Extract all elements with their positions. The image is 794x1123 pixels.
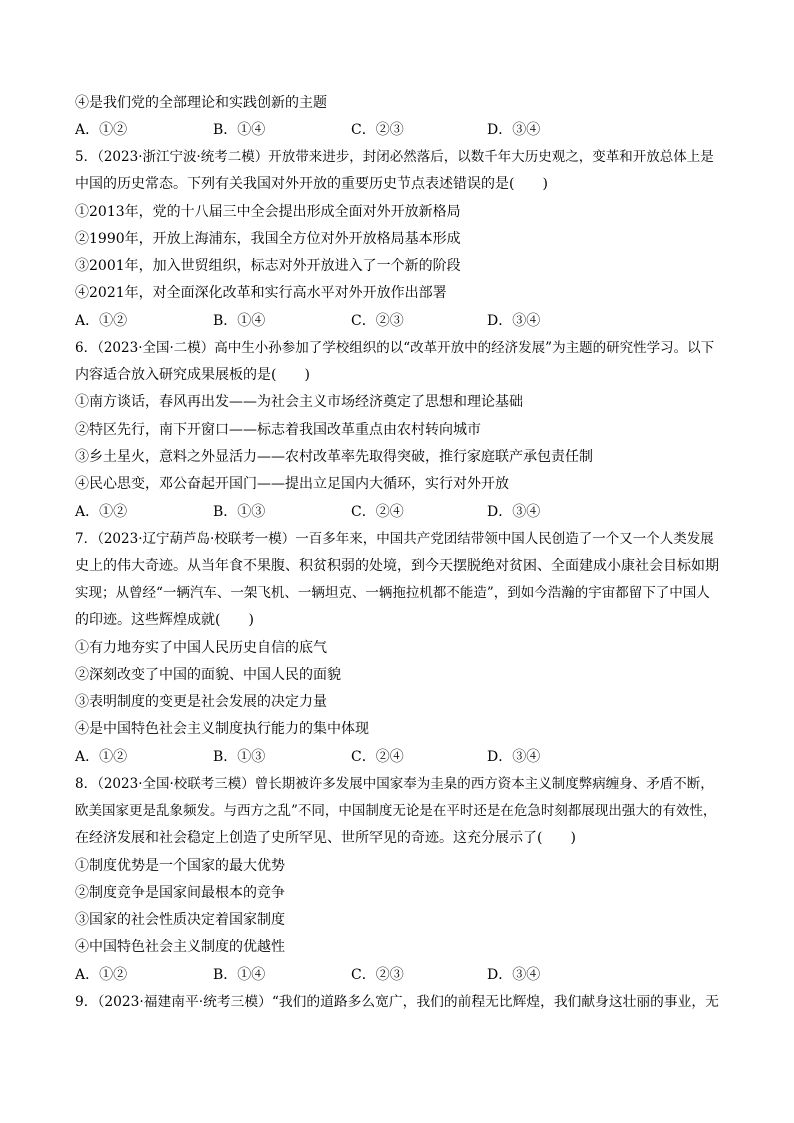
q4-option-b[interactable]: B．①④ <box>213 122 266 138</box>
q8-item-4: ④中国特色社会主义制度的优越性 <box>75 939 285 955</box>
q8-item-1: ①制度优势是一个国家的最大优势 <box>75 858 285 874</box>
q7-option-d[interactable]: D．③④ <box>487 749 541 765</box>
q5-option-d[interactable]: D．③④ <box>487 313 541 329</box>
q8-option-b[interactable]: B．①④ <box>213 967 266 983</box>
q8-stem-line-2: 欧美国家更是乱象频发。与西方之乱”不同，中国制度无论是在平时还是在危急时刻都展现出强大的有效性， <box>75 803 717 819</box>
q6-option-d[interactable]: D．③④ <box>487 504 541 520</box>
q7-stem-line-1: 7．（2023·辽宁葫芦岛·校联考一模）一百多年来，中国共产党团结带领中国人民创造了一个又一个人类发展 <box>75 531 714 547</box>
q8-option-a[interactable]: A．①② <box>75 967 128 983</box>
q5-stem-line-2: 中国的历史常态。下列有关我国对外开放的重要历史节点表述错误的是( ) <box>75 176 548 192</box>
q8-option-d[interactable]: D．③④ <box>487 967 541 983</box>
q7-item-1: ①有力地夯实了中国人民历史自信的底气 <box>75 640 327 656</box>
q7-item-2: ②深刻改变了中国的面貌、中国人民的面貌 <box>75 667 341 683</box>
q5-item-4: ④2021年，对全面深化改革和实行高水平对外开放作出部署 <box>75 285 447 301</box>
q5-option-b[interactable]: B．①④ <box>213 313 266 329</box>
q8-stem-line-1: 8．（2023·全国·校联考三模）曾长期被许多发展中国家奉为圭臬的西方资本主义制度弊病缠身、矛盾不断， <box>75 776 714 792</box>
q5-item-3: ③2001年，加入世贸组织，标志对外开放进入了一个新的阶段 <box>75 258 461 274</box>
q6-option-b[interactable]: B．①③ <box>213 504 266 520</box>
q7-item-3: ③表明制度的变更是社会发展的决定力量 <box>75 694 327 710</box>
q7-item-4: ④是中国特色社会主义制度执行能力的集中体现 <box>75 721 369 737</box>
q6-item-1: ①南方谈话，春风再出发——为社会主义市场经济奠定了思想和理论基础 <box>75 394 523 410</box>
q6-item-2: ②特区先行，南下开窗口——标志着我国改革重点由农村转向城市 <box>75 422 481 438</box>
q7-stem-line-3: 实现；从曾经“一辆汽车、一架飞机、一辆坦克、一辆拖拉机都不能造”，到如今浩瀚的宇宙都留下了中国人 <box>75 585 710 601</box>
q7-option-b[interactable]: B．①③ <box>213 749 266 765</box>
q5-option-c[interactable]: C．②③ <box>351 313 404 329</box>
q4-option-a[interactable]: A．①② <box>75 122 128 138</box>
q4-item-4: ④是我们党的全部理论和实践创新的主题 <box>75 95 327 111</box>
q5-item-1: ①2013年，党的十八届三中全会提出形成全面对外开放新格局 <box>75 204 461 220</box>
q6-option-a[interactable]: A．①② <box>75 504 128 520</box>
q7-stem-line-4: 的印迹。这些辉煌成就( ) <box>75 612 254 628</box>
q8-stem-line-3: 在经济发展和社会稳定上创造了史所罕见、世所罕见的奇迹。这充分展示了( ) <box>75 830 576 846</box>
q7-option-c[interactable]: C．②④ <box>351 749 404 765</box>
q4-option-d[interactable]: D．③④ <box>487 122 541 138</box>
q5-item-2: ②1990年，开放上海浦东，我国全方位对外开放格局基本形成 <box>75 231 461 247</box>
q8-option-c[interactable]: C．②③ <box>351 967 404 983</box>
q9-stem-line-1: 9．（2023·福建南平·统考三模）“我们的道路多么宽广，我们的前程无比辉煌，我们献身这壮丽的事业，无 <box>75 994 719 1010</box>
q5-stem-line-1: 5．（2023·浙江宁波·统考二模）开放带来进步，封闭必然落后，以数千年大历史观之，变革和开放总体上是 <box>75 149 714 165</box>
q8-item-3: ③国家的社会性质决定着国家制度 <box>75 912 285 928</box>
q6-item-4: ④民心思变，邓公奋起开国门——提出立足国内大循环，实行对外开放 <box>75 476 509 492</box>
q8-item-2: ②制度竞争是国家间最根本的竞争 <box>75 885 285 901</box>
q5-option-a[interactable]: A．①② <box>75 313 128 329</box>
q6-stem-line-2: 内容适合放入研究成果展板的是( ) <box>75 367 310 383</box>
q4-option-c[interactable]: C．②③ <box>351 122 404 138</box>
q6-stem-line-1: 6．（2023·全国·二模）高中生小孙参加了学校组织的以“改革开放中的经济发展”为主题的研究性学习。以下 <box>75 340 715 356</box>
q6-option-c[interactable]: C．②④ <box>351 504 404 520</box>
q7-stem-line-2: 史上的伟大奇迹。从当年食不果腹、积贫积弱的处境，到今天摆脱绝对贫困、全面建成小康社会目标如期 <box>75 558 719 574</box>
q7-option-a[interactable]: A．①② <box>75 749 128 765</box>
q6-item-3: ③乡土星火，意料之外显活力——农村改革率先取得突破，推行家庭联产承包责任制 <box>75 449 593 465</box>
